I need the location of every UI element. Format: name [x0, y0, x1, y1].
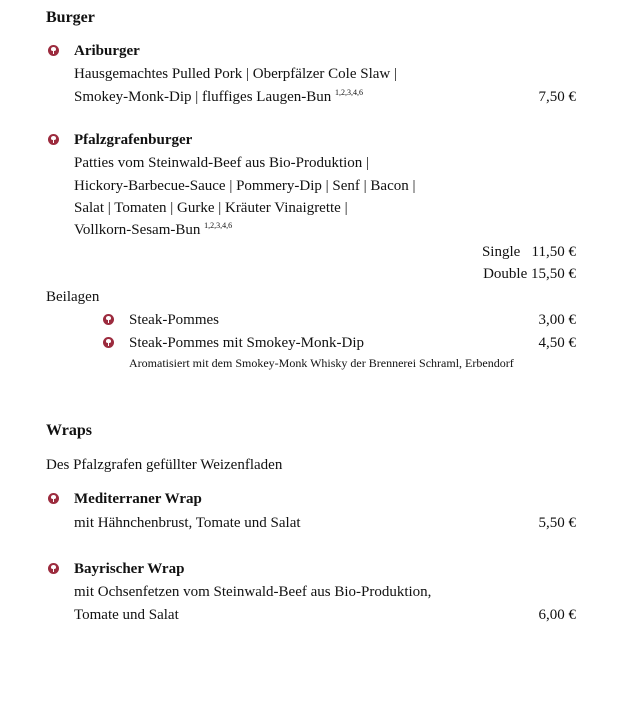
section-subtitle: Des Pfalzgrafen gefüllter Weizenfladen	[46, 457, 283, 473]
allergen-codes: 1,2,3,4,6	[335, 88, 364, 97]
section-title-burger: Burger	[46, 9, 95, 26]
item-description-line: mit Ochsenfetzen vom Steinwald-Beef aus Bio-Produktion,	[74, 584, 432, 600]
menu-bullet-icon	[103, 337, 114, 348]
section-title-beilagen: Beilagen	[46, 289, 100, 305]
item-description-line: Salat | Tomaten | Gurke | Kräuter Vinaigrette |	[74, 200, 348, 216]
menu-bullet-icon	[48, 45, 59, 56]
item-description-line: Vollkorn-Sesam-Bun $^{1,2,3,4,6}$	[74, 221, 233, 238]
item-name-mediterraner-wrap: Mediterraner Wrap	[74, 491, 202, 507]
item-note: Aromatisiert mit dem Smokey-Monk Whisky der Brennerei Schraml, Erbendorf	[129, 356, 514, 370]
item-name-bayrischer-wrap: Bayrischer Wrap	[74, 561, 185, 577]
allergen-codes: 1,2,3,4,6	[204, 221, 233, 230]
item-description-line: Smokey-Monk-Dip | fluffiges Laugen-Bun $^{1,2,3,4,6}$	[74, 88, 364, 105]
item-name-pfalzgrafenburger: Pfalzgrafenburger	[74, 132, 193, 148]
item-price-mediterraner-wrap: 5,50 €	[538, 515, 576, 531]
item-description-line: Hickory-Barbecue-Sauce | Pommery-Dip | Senf | Bacon |	[74, 178, 416, 194]
item-name-steak-pommes: Steak-Pommes	[129, 312, 219, 328]
item-price-bayrischer-wrap: 6,00 €	[538, 607, 576, 623]
item-price-steak-pommes: 3,00 €	[538, 312, 576, 328]
item-description-line: mit Hähnchenbrust, Tomate und Salat	[74, 515, 301, 531]
item-description-line: Tomate und Salat	[74, 607, 179, 623]
item-price-ariburger: 7,50 €	[538, 89, 576, 105]
section-title-wraps: Wraps	[46, 422, 92, 439]
item-description-line: Hausgemachtes Pulled Pork | Oberpfälzer Cole Slaw |	[74, 66, 398, 82]
item-price-single: Single 11,50 €	[481, 244, 576, 260]
item-price-double: Double 15,50 €	[483, 266, 576, 282]
item-description-line: Patties vom Steinwald-Beef aus Bio-Produktion |	[74, 155, 370, 171]
menu-bullet-icon	[103, 314, 114, 325]
item-price-steak-pommes-dip: 4,50 €	[538, 335, 576, 351]
item-name-ariburger: Ariburger	[74, 43, 140, 59]
item-name-steak-pommes-dip: Steak-Pommes mit Smokey-Monk-Dip	[129, 335, 364, 351]
menu-bullet-icon	[48, 134, 59, 145]
menu-bullet-icon	[48, 493, 59, 504]
menu-bullet-icon	[48, 563, 59, 574]
